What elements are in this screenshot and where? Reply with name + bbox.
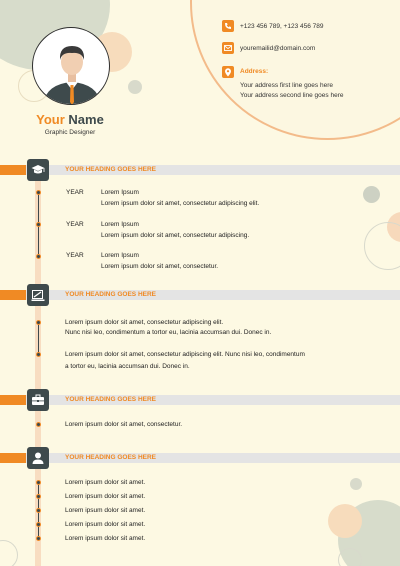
timeline-dot [36,508,41,513]
paragraph-line: Lorem ipsum dolor sit amet, consectetur adipiscing elit. [65,319,224,326]
phone-numbers: +123 456 789, +123 456 789 [240,23,324,30]
first-name: Your [36,112,65,127]
timeline-dot [36,352,41,357]
section-band-accent [0,290,26,300]
section-text: Lorem ipsum dolor sit amet, consectetur. [65,421,183,428]
section-band-accent [0,453,26,463]
entry-year: YEAR [66,221,84,228]
avatar [32,27,110,105]
section-heading: YOUR HEADING GOES HERE [65,291,157,298]
graduation-cap-icon [27,159,49,181]
section-band [0,453,400,463]
timeline-dot [36,222,41,227]
timeline-dot [36,480,41,485]
timeline-dot [36,320,41,325]
decorative-dot [128,80,142,94]
section-band [0,290,400,300]
decorative-dot [363,186,380,203]
email-address: youremailid@domain.com [240,45,316,52]
list-item: Lorem ipsum dolor sit amet. [65,479,146,486]
entry-year: YEAR [66,189,84,196]
address-label: Address: [240,68,269,75]
section-heading: YOUR HEADING GOES HERE [65,396,157,403]
decorative-circle [328,504,362,538]
paragraph-line: Lorem ipsum dolor sit amet, consectetur adipiscing elit. Nunc nisi leo, condimentum [65,351,305,358]
user-icon [27,447,49,469]
timeline-dot [36,522,41,527]
list-item: Lorem ipsum dolor sit amet. [65,493,146,500]
person-avatar-icon [33,28,110,105]
section-heading: YOUR HEADING GOES HERE [65,454,157,461]
list-item: Lorem ipsum dolor sit amet. [65,535,146,542]
timeline-dot [36,494,41,499]
timeline-dot [36,536,41,541]
timeline-dot [36,190,41,195]
address-line-1: Your address first line goes here [240,82,333,89]
timeline-connector [38,323,39,355]
address-line-2: Your address second line goes here [240,92,344,99]
section-heading: YOUR HEADING GOES HERE [65,166,157,173]
entry-description: Lorem ipsum dolor sit amet, consectetur adipiscing. [101,232,250,239]
timeline-dot [36,422,41,427]
email-icon [222,42,234,54]
profile-name [0,112,140,127]
entry-title: Lorem Ipsum [101,252,139,259]
paragraph-line: a tortor eu, lacinia accumsan dui. Donec in. [65,363,190,370]
last-name: Name [68,112,104,127]
paragraph-line: Nunc nisi leo, condimentum a tortor eu, lacinia accumsan dui. Donec in. [65,329,272,336]
list-item: Lorem ipsum dolor sit amet. [65,521,146,528]
list-item: Lorem ipsum dolor sit amet. [65,507,146,514]
decorative-ring [0,540,18,566]
entry-description: Lorem ipsum dolor sit amet, consectetur adipiscing elit. [101,200,260,207]
decorative-ring [338,548,362,566]
entry-year: YEAR [66,252,84,259]
entry-title: Lorem Ipsum [101,189,139,196]
decorative-ring [364,222,400,270]
phone-icon [222,20,234,32]
section-band [0,395,400,405]
timeline-dot [36,254,41,259]
entry-description: Lorem ipsum dolor sit amet, consectetur. [101,263,219,270]
decorative-dot [350,478,362,490]
design-tools-icon [27,284,49,306]
entry-title: Lorem Ipsum [101,221,139,228]
location-pin-icon [222,66,234,78]
section-band-accent [0,395,26,405]
section-band-accent [0,165,26,175]
section-band [0,165,400,175]
job-title: Graphic Designer [44,129,96,136]
briefcase-icon [27,389,49,411]
